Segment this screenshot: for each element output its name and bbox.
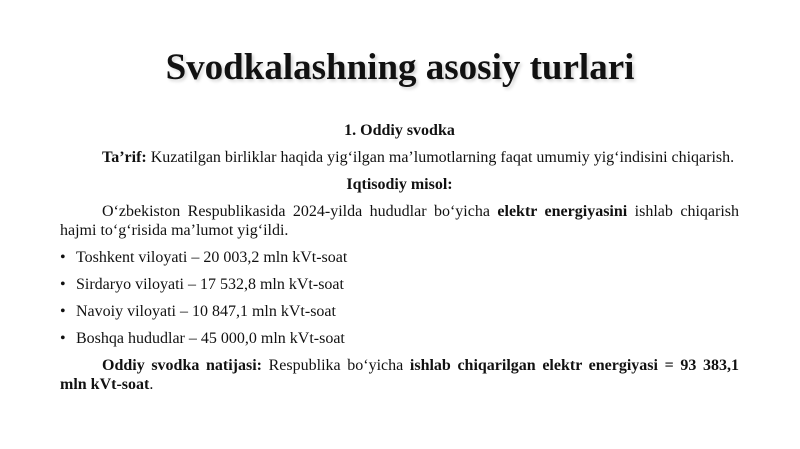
region-item-text: Sirdaryo viloyati – 17 532,8 mln kVt-soat xyxy=(76,276,344,293)
definition-text: Kuzatilgan birliklar haqida yig‘ilgan ma’lumotlarning faqat umumiy yig‘indisini chiqarish. xyxy=(146,149,735,166)
region-item-text: Navoiy viloyati – 10 847,1 mln kVt-soat xyxy=(76,303,336,320)
example-bold-term: elektr energiyasini xyxy=(497,203,628,220)
bullet-icon: • xyxy=(60,303,66,320)
list-item xyxy=(60,302,739,321)
definition-label: Ta’rif: xyxy=(102,149,147,166)
bullet-icon: • xyxy=(60,276,66,293)
result-text-middle: Respublika bo‘yicha xyxy=(262,357,410,374)
region-item-text: Toshkent viloyati – 20 003,2 mln kVt-soat xyxy=(76,249,348,266)
list-item xyxy=(60,275,739,294)
example-text-after: ishlab chiqarish hajmi to‘g‘risida ma’lumot yig‘ildi. xyxy=(60,203,739,239)
region-list xyxy=(60,248,739,348)
list-item xyxy=(60,248,739,267)
result-value: ishlab chiqarilgan elektr energiyasi = 93 383,1 mln kVt-soat xyxy=(60,357,739,393)
list-item xyxy=(60,329,739,348)
example-heading: Iqtisodiy misol: xyxy=(346,176,453,193)
slide-content xyxy=(60,121,739,402)
example-text-before: O‘zbekiston Respublikasida 2024-yilda hududlar bo‘yicha xyxy=(102,203,498,220)
definition-paragraph xyxy=(60,148,739,167)
result-text-end: . xyxy=(149,376,154,393)
result-paragraph xyxy=(60,356,739,394)
bullet-icon: • xyxy=(60,249,66,266)
region-item-text: Boshqa hududlar – 45 000,0 mln kVt-soat xyxy=(76,330,345,347)
bullet-icon: • xyxy=(60,330,66,347)
section-heading: 1. Oddiy svodka xyxy=(344,122,455,139)
result-label: Oddiy svodka natijasi: xyxy=(102,357,262,374)
example-paragraph xyxy=(60,202,739,240)
slide-title: Svodkalashning asosiy turlari xyxy=(165,47,635,88)
